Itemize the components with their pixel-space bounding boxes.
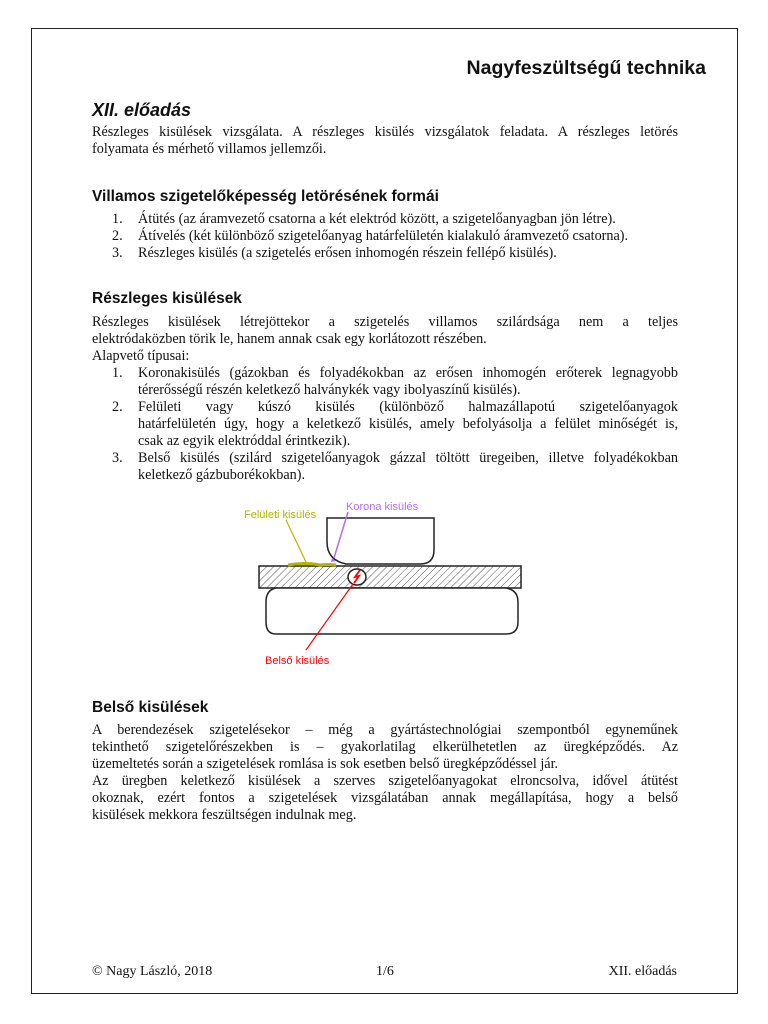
types-label: Alapvető típusai: xyxy=(92,348,190,364)
insulation-slab xyxy=(259,566,521,588)
lecture-title: XII. előadás xyxy=(92,100,192,120)
list-item-line: Belső kisülés (szilárd szigetelőanyagok gázzal töltött üregeiben, illetve folyadékokban xyxy=(138,450,678,466)
internal-discharge-label: Belső kisülés xyxy=(265,655,330,667)
types-list xyxy=(112,365,678,484)
list-item-text xyxy=(138,450,678,484)
list-item-number: 2. xyxy=(112,399,123,415)
intro-paragraph xyxy=(92,124,678,158)
list-item xyxy=(112,365,678,399)
list-item-line: Felületi vagy kúszó kisülés (különböző halmazállapotú szigetelőanyagok xyxy=(138,399,678,415)
list-item-number: 1. xyxy=(112,211,123,227)
list-item-line: csak az egyik elektróddal érintkezik). xyxy=(138,433,351,449)
intro-line-2: folyamata és mérhető villamos jellemzői. xyxy=(92,141,327,157)
list-item-text xyxy=(138,399,678,450)
list-item-number: 3. xyxy=(112,450,123,466)
para-line: kisülések mekkora feszültségen indulnak meg. xyxy=(92,807,357,823)
list-item-text: Átütés (az áramvezető csatorna a két elektród között, a szigetelőanyagban jön létre). xyxy=(138,211,616,227)
para-line: üzemeltetés során a szigetelések romlása is sok esetben belső üregképződéssel jár. xyxy=(92,756,559,772)
list-item-text xyxy=(138,365,678,399)
discharge-diagram xyxy=(236,498,536,678)
footer-lecture: XII. előadás xyxy=(608,964,677,979)
list-item-line: Koronakisülés (gázokban és folyadékokban az erősen inhomogén erőterek legnagyobb xyxy=(138,365,678,381)
internal-discharge-paragraph-1 xyxy=(92,722,678,773)
section-heading-partial-discharges: Részleges kisülések xyxy=(92,290,242,307)
surface-discharge-streak xyxy=(288,564,336,566)
internal-discharge-paragraph-2 xyxy=(92,773,678,824)
surface-leader-line xyxy=(286,520,306,562)
document-title: Nagyfeszültségű technika xyxy=(466,57,706,79)
list-item-line: határfelületén úgy, hogy a keletkező kisülés, amely befolyásolja a felület minőségét is, xyxy=(138,416,678,432)
top-electrode xyxy=(327,518,434,564)
para-line: A berendezések szigetelésekor – még a gyártástechnológiai szempontból egyneműnek xyxy=(92,722,678,738)
list-item-line: keletkező gázbuborékokban). xyxy=(138,467,306,483)
list-item xyxy=(112,450,678,484)
pd-line-2: elektródaközben törik le, hanem annak csak egy korlátozott részében. xyxy=(92,331,487,347)
list-item-number: 1. xyxy=(112,365,123,381)
list-item-number: 3. xyxy=(112,245,123,261)
footer-author: © Nagy László, 2018 xyxy=(92,964,213,979)
section-heading-forms: Villamos szigetelőképesség letörésének formái xyxy=(92,188,439,205)
list-item xyxy=(112,211,678,228)
list-item-text: Részleges kisülés (a szigetelés erősen inhomogén részein fellépő kisülés). xyxy=(138,245,557,261)
para-line: Az üregben keletkező kisülések a szerves szigetelőanyagokat elroncsolva, idővel átütést xyxy=(92,773,678,789)
pd-line-1: Részleges kisülések létrejöttekor a szigetelés villamos szilárdsága nem a teljes xyxy=(92,314,678,330)
partial-discharge-paragraph xyxy=(92,314,678,365)
surface-discharge-label: Felületi kisülés xyxy=(244,509,317,521)
corona-discharge-label: Korona kisülés xyxy=(346,501,419,513)
list-item xyxy=(112,399,678,450)
list-item-line: térerősségű részén keletkező halványkék vagy ibolyaszínű kisülés). xyxy=(138,382,521,398)
bottom-electrode xyxy=(266,588,518,634)
list-item xyxy=(112,228,678,245)
list-item xyxy=(112,245,678,262)
footer-page-number: 1/6 xyxy=(376,964,394,979)
para-line: okoznak, ezért fontos a szigetelések vizsgálatában annak megállapítása, hogy a belső xyxy=(92,790,678,806)
list-item-text: Átívelés (két különböző szigetelőanyag határfelületén kialakuló áramvezető csatorna). xyxy=(138,228,629,244)
para-line: tekinthető szigetelőrészekben is – gyakorlatilag elkerülhetetlen az üregképződés. Az xyxy=(92,739,678,755)
section-heading-internal-discharges: Belső kisülések xyxy=(92,699,209,716)
list-item-number: 2. xyxy=(112,228,123,244)
forms-list xyxy=(112,211,678,262)
intro-line-1: Részleges kisülések vizsgálata. A részleges kisülés vizsgálatok feladata. A részleges letörés xyxy=(92,124,678,140)
